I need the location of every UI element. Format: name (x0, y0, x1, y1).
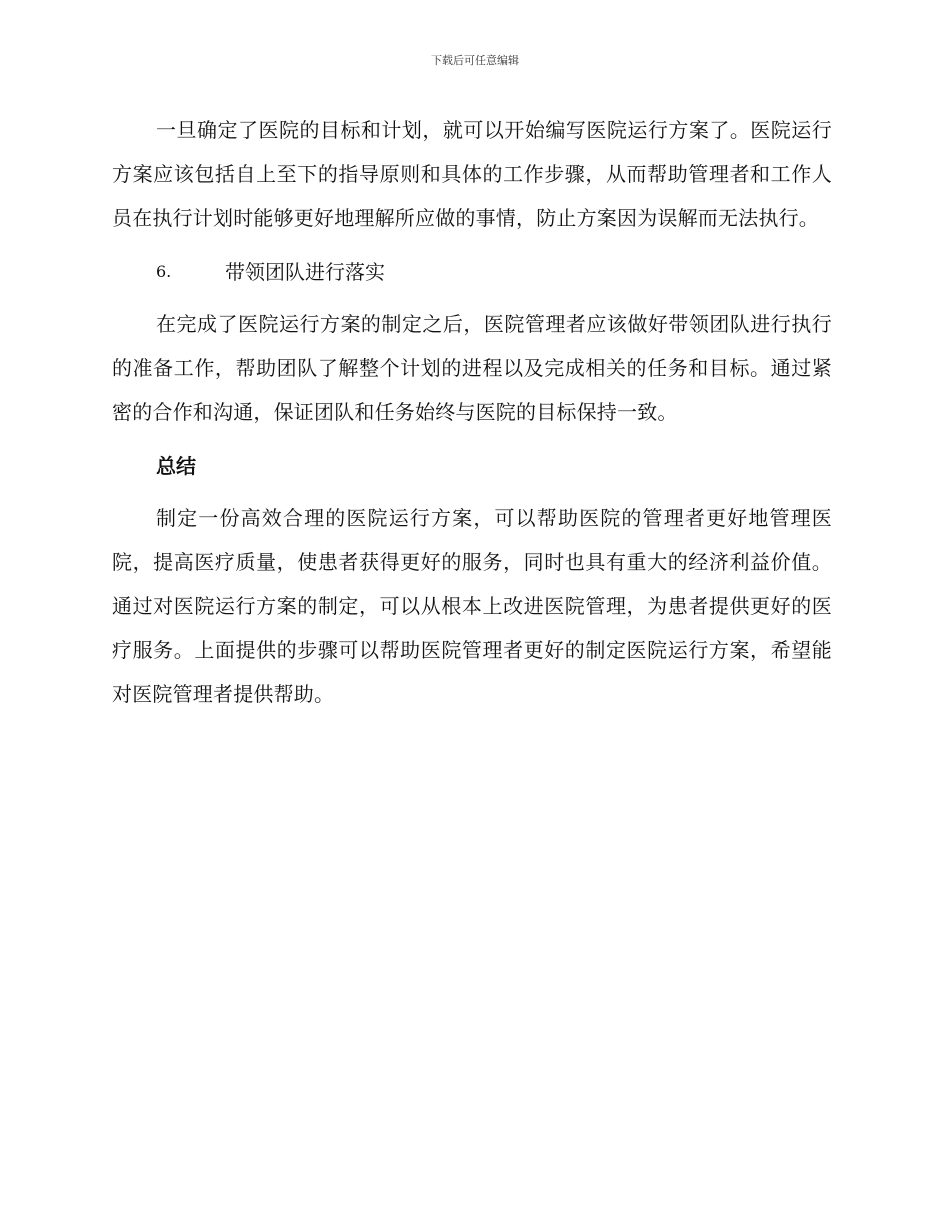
paragraph-team-execution: 在完成了医院运行方案的制定之后，医院管理者应该做好带领团队进行执行的准备工作，帮助团队了解整个计划的进程以及完成相关的任务和目标。通过紧密的合作和沟通，保证团队和任务始终与医院的目标保持一致。 (112, 312, 832, 424)
paragraph-plan-writing: 一旦确定了医院的目标和计划，就可以开始编写医院运行方案了。医院运行方案应该包括自上至下的指导原则和具体的工作步骤，从而帮助管理者和工作人员在执行计划时能够更好地理解所应做的事情，防止方案因为误解而无法执行。 (112, 118, 832, 230)
paragraph-summary: 制定一份高效合理的医院运行方案，可以帮助医院的管理者更好地管理医院，提高医疗质量，使患者获得更好的服务，同时也具有重大的经济利益价值。通过对医院运行方案的制定，可以从根本上改进医院管理，为患者提供更好的医疗服务。上面提供的步骤可以帮助医院管理者更好的制定医院运行方案，希望能对医院管理者提供帮助。 (112, 506, 832, 706)
section-heading-6 (156, 250, 832, 294)
section-title: 带领团队进行落实 (225, 260, 385, 284)
document-body (112, 108, 832, 726)
summary-heading: 总结 (156, 454, 196, 478)
section-number: 6. (156, 262, 172, 281)
page-header: 下载后可任意编辑 (431, 54, 519, 67)
